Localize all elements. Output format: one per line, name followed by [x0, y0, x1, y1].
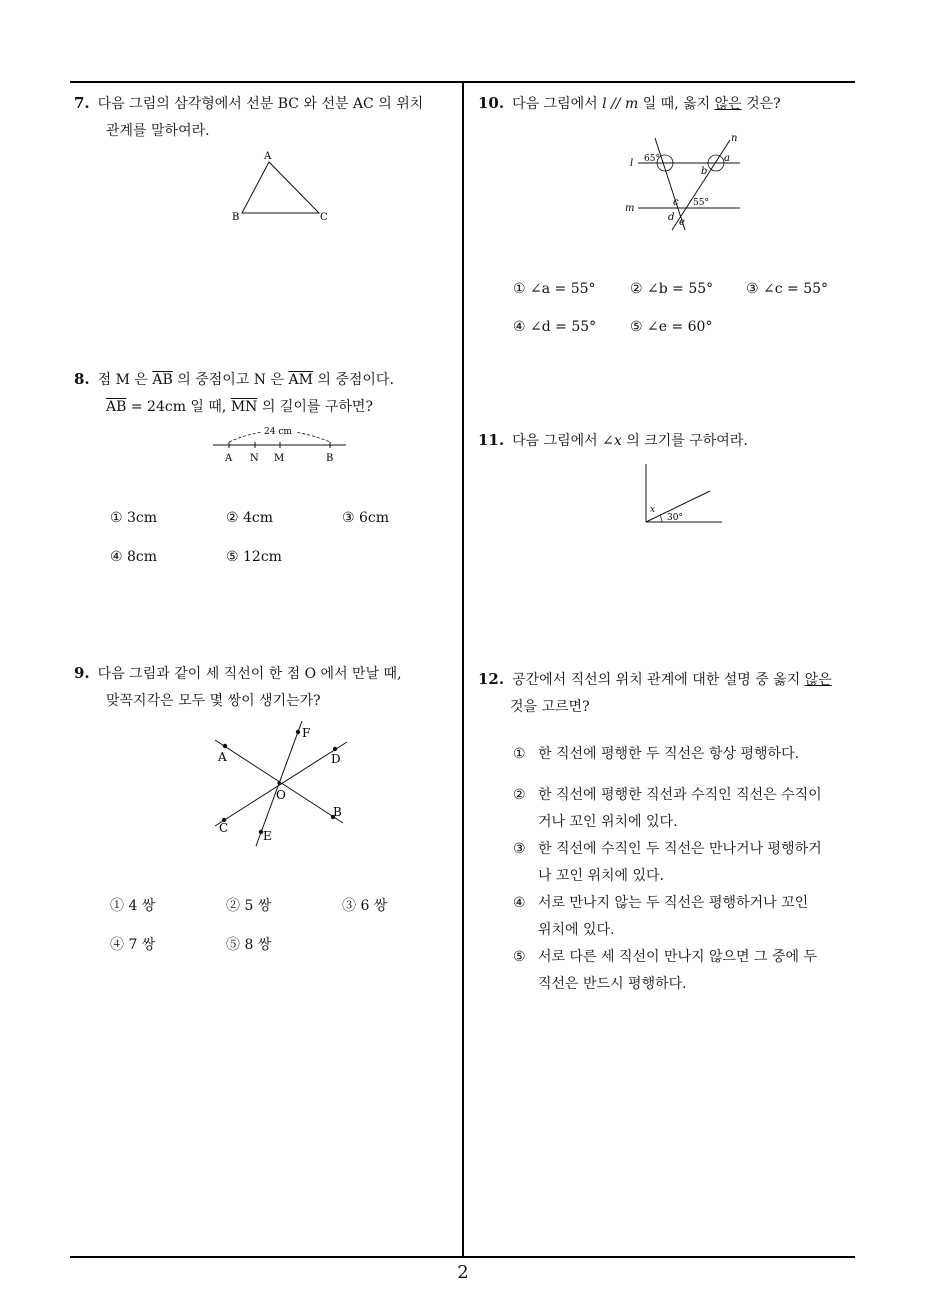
question-number: 8. [74, 370, 90, 388]
statement-text: 한 직선에 수직인 두 직선은 만나거나 평행하거 [538, 841, 822, 857]
question-number: 7. [74, 94, 90, 112]
question-number: 12. [478, 670, 505, 688]
length-label: 24 cm [264, 427, 292, 437]
label-n: n [731, 133, 738, 144]
statement-number: ④ [513, 895, 526, 911]
statement-number: ⑤ [513, 949, 526, 965]
option-3[interactable]: ③ 6 쌍 [342, 898, 388, 914]
label-65: 65° [644, 154, 660, 164]
option-2[interactable]: ② 5 쌍 [226, 898, 272, 914]
angle-arc-30 [660, 515, 662, 522]
label-b: b [701, 166, 708, 177]
statement-5[interactable] [513, 944, 853, 998]
question-text: 다음 그림에서 [512, 433, 603, 449]
question-text-line2: 것을 고르면? [510, 699, 590, 715]
label-d: d [668, 212, 675, 223]
statement-text-line2: 거나 꼬인 위치에 있다. [538, 814, 678, 830]
option-1[interactable]: ① 3cm [110, 510, 158, 526]
question-text: 다음 그림의 삼각형에서 선분 BC 와 선분 AC 의 위치 [97, 96, 424, 112]
label-m: m [625, 203, 635, 214]
point-label-a: A [225, 453, 233, 464]
point-label-m: M [274, 453, 285, 464]
option-5[interactable]: ⑤ ∠e = 60° [630, 319, 713, 335]
option-3[interactable]: ③ 6cm [342, 510, 390, 526]
point-label-f: F [302, 726, 311, 740]
question-text: 다음 그림과 같이 세 직선이 한 점 O 에서 만날 때, [97, 666, 402, 682]
question-text: 의 크기를 구하여라. [621, 433, 748, 449]
statement-number: ③ [513, 841, 526, 857]
label-x: x [650, 505, 656, 515]
question-8 [74, 366, 456, 421]
vertex-label-c: C [320, 212, 328, 223]
point-f [296, 730, 300, 734]
segment-mn: $\overline{MN}$ [230, 399, 258, 415]
point-label-b: B [333, 805, 342, 819]
question-12 [478, 666, 860, 721]
question-text-line2: 맞꼭지각은 모두 몇 쌍이 생기는가? [106, 693, 321, 709]
point-label-c: C [219, 821, 229, 835]
option-5[interactable]: ⑤ 8 쌍 [226, 937, 272, 953]
option-2[interactable]: ② ∠b = 55° [630, 281, 714, 297]
option-3[interactable]: ③ ∠c = 55° [746, 281, 829, 297]
label-e: e [679, 217, 685, 228]
vertex-label-a: A [264, 151, 272, 162]
page-number: 2 [457, 1262, 469, 1283]
question-number: 10. [478, 94, 505, 112]
option-4[interactable]: ④ 7 쌍 [110, 937, 156, 953]
emphasis-not: 않은 [714, 96, 742, 112]
bottom-rule [70, 1256, 855, 1258]
question-11 [478, 427, 854, 455]
option-4[interactable]: ④ 8cm [110, 549, 158, 565]
point-label-a: A [218, 750, 227, 764]
segment-figure [205, 422, 355, 466]
three-lines-figure [200, 712, 360, 852]
statement-text: 서로 다른 세 직선이 만나지 않으면 그 중에 두 [538, 949, 818, 965]
statement-text: 한 직선에 평행한 두 직선은 항상 평행하다. [538, 746, 800, 762]
triangle-figure [225, 145, 335, 230]
question-9 [74, 660, 456, 715]
question-text: 일 때, 옳지 [638, 96, 715, 112]
point-label-b: B [326, 453, 334, 464]
statement-4[interactable] [513, 890, 853, 944]
option-2[interactable]: ② 4cm [226, 510, 274, 526]
point-label-o: O [276, 788, 286, 802]
question-text: 의 중점이다. [312, 372, 394, 388]
question-text: 의 중점이고 N 은 [172, 372, 289, 388]
question-text: 다음 그림에서 [512, 96, 603, 112]
statement-3[interactable] [513, 836, 853, 890]
column-divider [462, 81, 464, 1257]
question-7 [74, 90, 456, 145]
point-d [333, 747, 337, 751]
right-angle-figure [640, 460, 730, 530]
vertex-label-b: B [232, 212, 240, 223]
option-4[interactable]: ④ ∠d = 55° [513, 319, 597, 335]
statement-text: 한 직선에 평행한 직선과 수직인 직선은 수직이 [538, 787, 822, 803]
parallel-condition: l // m [602, 96, 639, 112]
segment-am: $\overline{AM}$ [288, 372, 313, 388]
option-1[interactable]: ① ∠a = 55° [513, 281, 596, 297]
triangle-abc [242, 162, 319, 213]
question-text-line2: 관계를 말하여라. [106, 123, 210, 139]
label-55: 55° [693, 198, 709, 208]
statement-text-line2: 나 꼬인 위치에 있다. [538, 868, 664, 884]
option-5[interactable]: ⑤ 12cm [226, 549, 282, 565]
point-label-n: N [250, 453, 259, 464]
emphasis-not: 않은 [804, 672, 832, 688]
question-text: 공간에서 직선의 위치 관계에 대한 설명 중 옳지 [512, 672, 805, 688]
question-number: 9. [74, 664, 90, 682]
segment-ab: $\overline{AB}$ [106, 399, 127, 415]
question-text: 것은? [741, 96, 781, 112]
statement-text-line2: 직선은 반드시 평행하다. [538, 976, 687, 992]
point-a [223, 744, 227, 748]
question-number: 11. [478, 431, 505, 449]
label-c: c [673, 197, 679, 208]
statement-number: ① [513, 746, 526, 762]
point-o [277, 781, 280, 784]
label-l: l [630, 158, 634, 169]
label-30: 30° [667, 513, 683, 523]
point-label-e: E [263, 829, 272, 843]
statement-2[interactable] [513, 782, 853, 836]
label-a: a [724, 153, 730, 164]
question-text: = 24cm 일 때, [126, 399, 231, 415]
point-label-d: D [331, 752, 341, 766]
question-text-line2 [74, 394, 456, 421]
statement-number: ② [513, 787, 526, 803]
parallel-lines-figure [620, 130, 750, 232]
segment-ab: $\overline{AB}$ [152, 372, 173, 388]
line-cd [215, 742, 347, 826]
angle-x: ∠x [602, 433, 622, 449]
option-1[interactable]: ① 4 쌍 [110, 898, 156, 914]
statement-1[interactable] [513, 741, 853, 768]
question-10 [478, 90, 854, 118]
statement-text: 서로 만나지 않는 두 직선은 평행하거나 꼬인 [538, 895, 809, 911]
statement-text-line2: 위치에 있다. [538, 922, 615, 938]
question-text: 점 M 은 [97, 372, 153, 388]
question-text: 의 길이를 구하면? [257, 399, 373, 415]
